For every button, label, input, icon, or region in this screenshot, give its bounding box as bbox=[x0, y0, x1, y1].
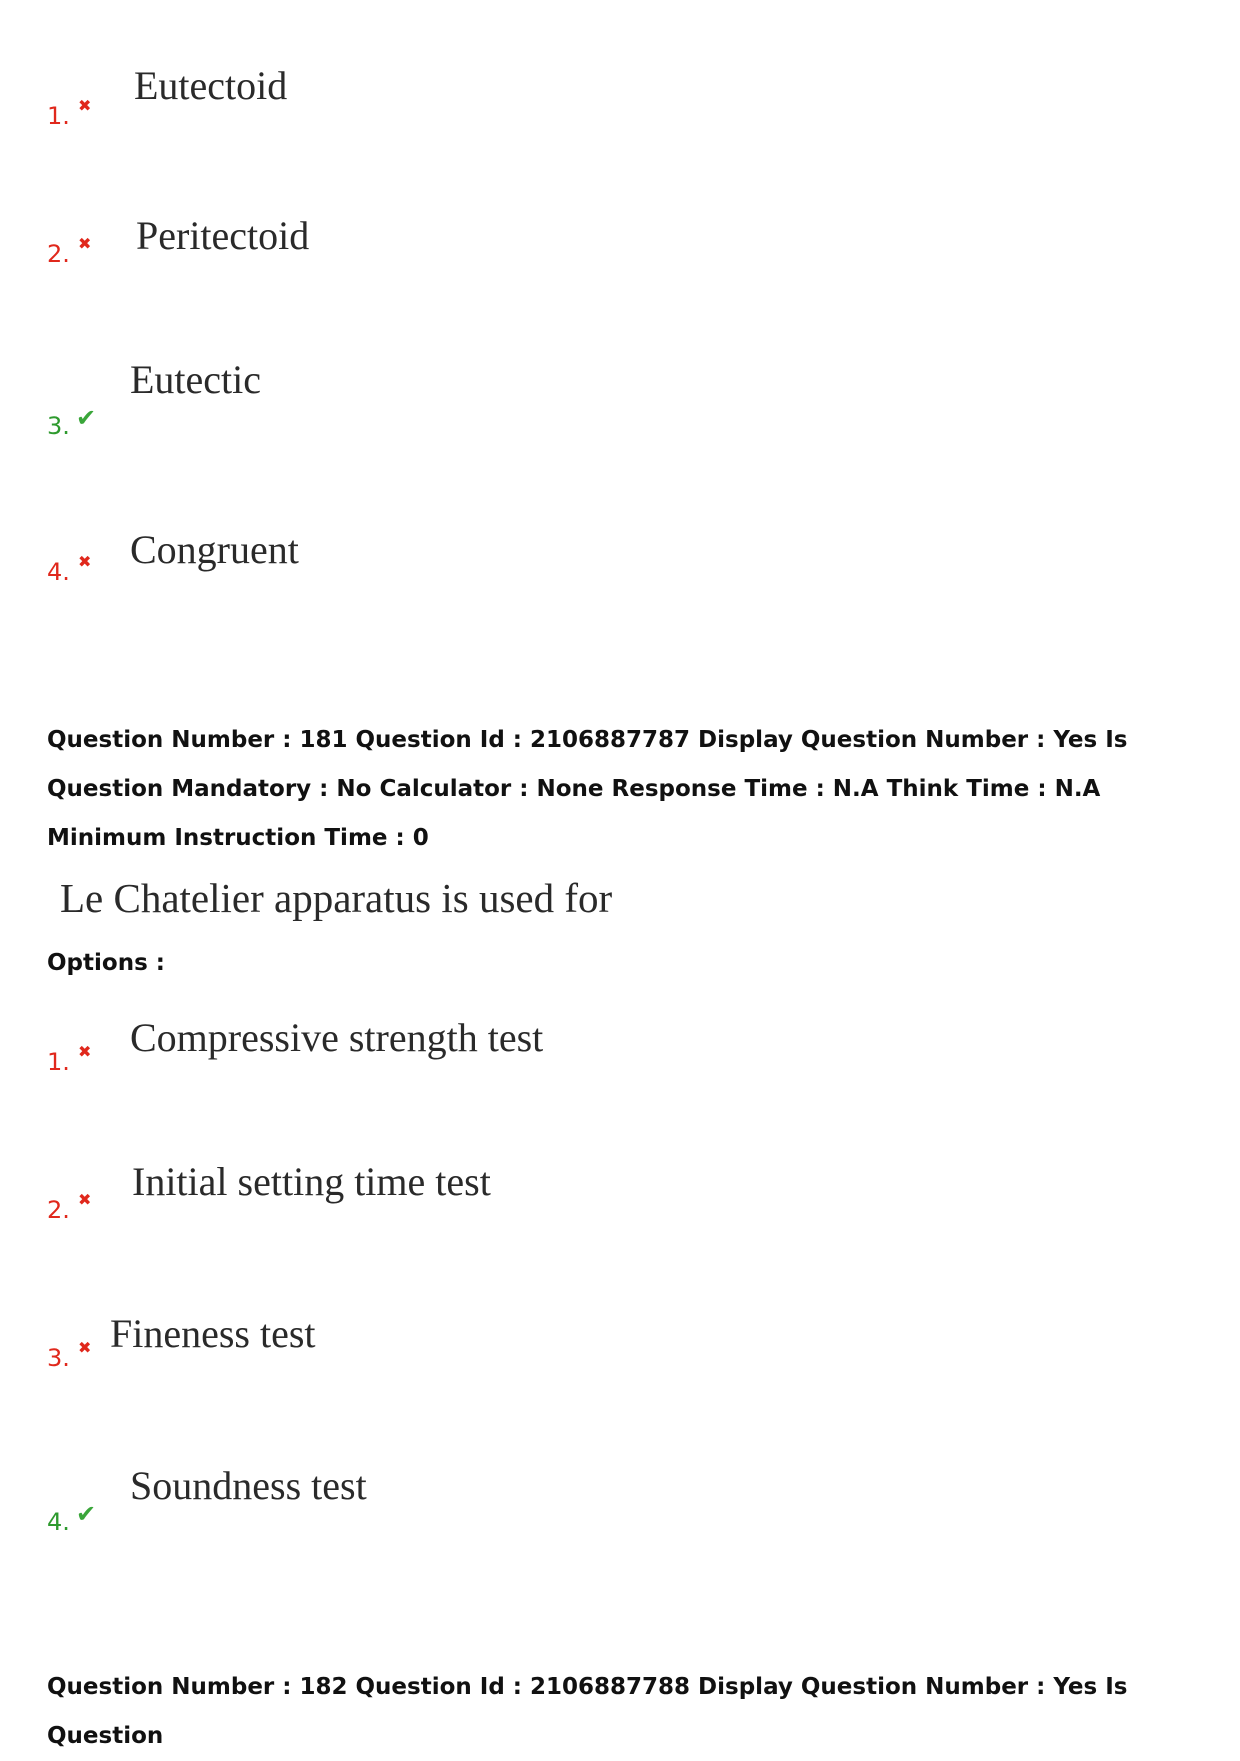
option-text: Congruent bbox=[130, 527, 299, 572]
option-number: 3. bbox=[47, 1344, 70, 1372]
option-text: Eutectic bbox=[130, 357, 262, 402]
question-meta: Question Number : 182 Question Id : 2106887788 Display Question Number : Yes Is Question bbox=[47, 1674, 1128, 1749]
options-label: Options : bbox=[47, 950, 165, 976]
question-text: Le Chatelier apparatus is used for bbox=[60, 875, 613, 921]
cross-icon: ✖ bbox=[78, 1042, 92, 1061]
option-text: Peritectoid bbox=[136, 213, 310, 258]
option-text: Fineness test bbox=[110, 1311, 316, 1356]
option-number: 4. bbox=[47, 558, 70, 586]
option-text: Compressive strength test bbox=[130, 1015, 544, 1060]
option-number: 4. bbox=[47, 1508, 70, 1536]
option-text: Initial setting time test bbox=[132, 1159, 491, 1204]
option-text: Eutectoid bbox=[134, 63, 288, 108]
cross-icon: ✖ bbox=[78, 234, 92, 253]
option-number: 2. bbox=[47, 240, 70, 268]
cross-icon: ✖ bbox=[78, 1338, 92, 1357]
cross-icon: ✖ bbox=[78, 96, 92, 115]
cross-icon: ✖ bbox=[78, 1190, 92, 1209]
option-number: 2. bbox=[47, 1196, 70, 1224]
cross-icon: ✖ bbox=[78, 552, 92, 571]
option-number: 1. bbox=[47, 1048, 70, 1076]
option-number: 3. bbox=[47, 412, 70, 440]
check-icon: ✔ bbox=[76, 1500, 97, 1528]
question-meta: Question Number : 181 Question Id : 2106887787 Display Question Number : Yes Is Question Mandatory : No Calculator : None Response Time : N.A Think Time : N.A Minimum Instruction Time : 0 bbox=[47, 727, 1128, 851]
check-icon: ✔ bbox=[76, 404, 97, 432]
option-text: Soundness test bbox=[130, 1463, 367, 1508]
option-number: 1. bbox=[47, 102, 70, 130]
